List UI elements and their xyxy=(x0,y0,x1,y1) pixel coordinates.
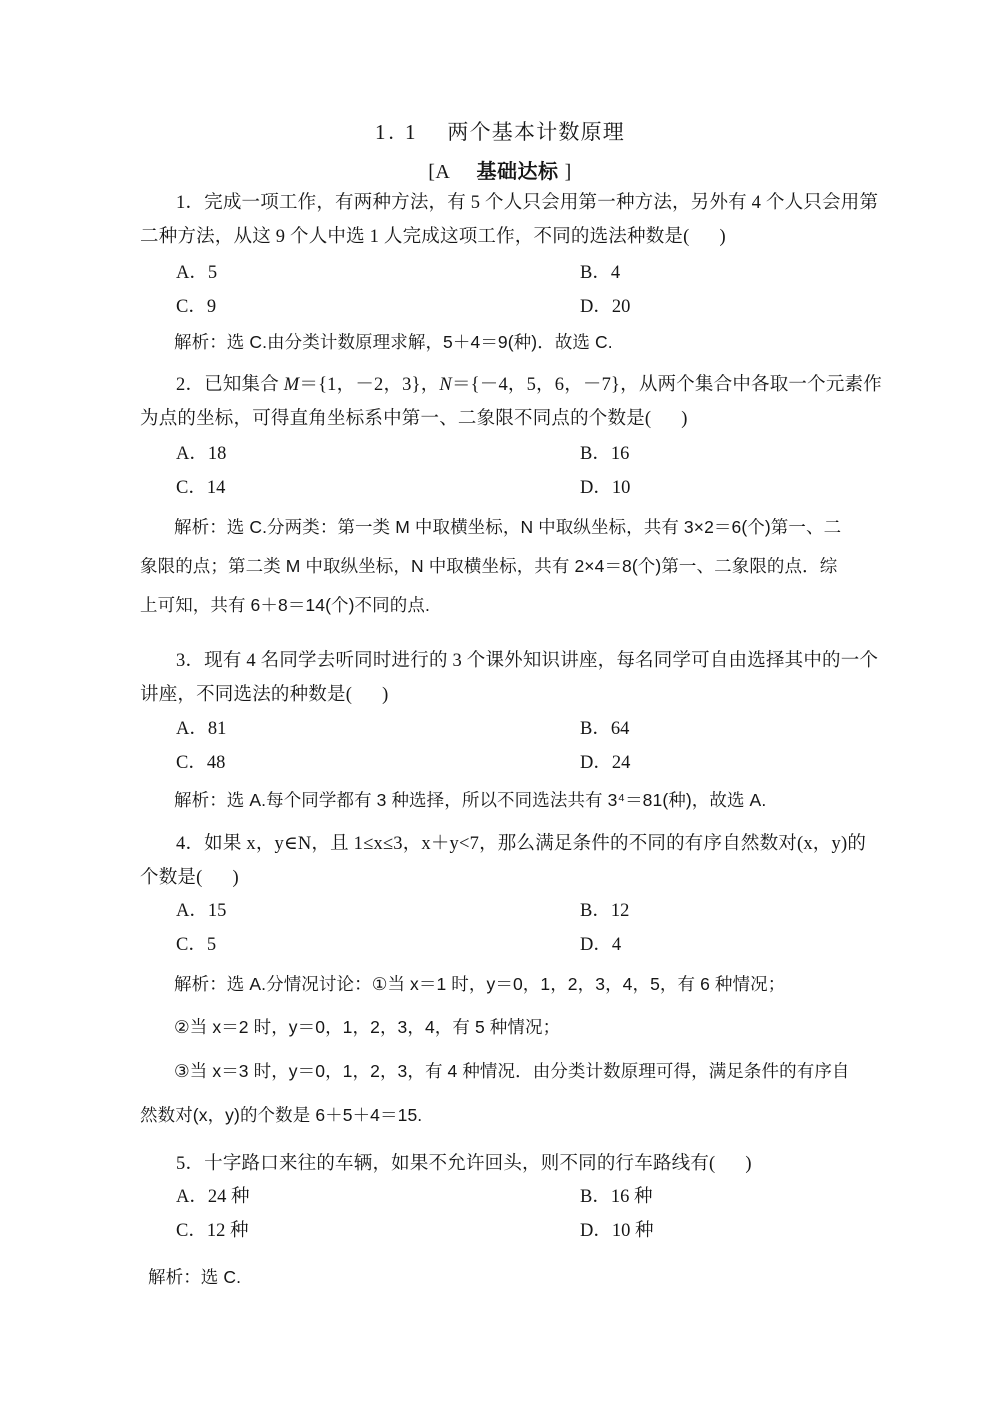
question-4-stem-line-2-tail: ) xyxy=(232,868,239,888)
question-3-option-b[interactable]: B．64 xyxy=(580,719,630,739)
section-heading xyxy=(0,155,1000,184)
question-1-option-b[interactable]: B．4 xyxy=(580,263,621,283)
question-5-option-c[interactable]: C．12 种 xyxy=(176,1221,249,1241)
question-1-option-a[interactable]: A．5 xyxy=(176,263,218,283)
question-3-option-a[interactable]: A．81 xyxy=(176,719,227,739)
question-5-option-a[interactable]: A．24 种 xyxy=(176,1187,250,1207)
question-4-option-c[interactable]: C．5 xyxy=(176,935,217,955)
question-3-solution-line-1: 解析：选 A.每个同学都有 3 种选择，所以不同选法共有 3⁴＝81(种)，故选 A. xyxy=(174,790,767,810)
question-4-solution-line-3: ③当 x＝3 时，y＝0，1，2，3，有 4 种情况．由分类计数原理可得，满足条件的有序自 xyxy=(174,1061,850,1081)
question-1-solution-line-1: 解析：选 C.由分类计数原理求解，5＋4＝9(种)．故选 C. xyxy=(174,332,613,352)
question-1-stem-line-2-tail: ) xyxy=(719,227,726,247)
question-2-solution-line-3: 上可知，共有 6＋8＝14(个)不同的点. xyxy=(140,595,430,615)
question-4-option-a[interactable]: A．15 xyxy=(176,901,227,921)
question-2-stem-line-2-text: 为点的坐标，可得直角坐标系中第一、二象限不同点的个数是( xyxy=(140,409,652,429)
question-4-solution-line-2: ②当 x＝2 时，y＝0，1，2，3，4，有 5 种情况； xyxy=(174,1017,561,1037)
question-4-stem-line-1: 4．如果 x，y∈N，且 1≤x≤3，x＋y<7，那么满足条件的不同的有序自然数对(x，y)的 xyxy=(176,834,867,854)
section-bracket-close: ] xyxy=(564,161,572,183)
question-3-stem-line-2 xyxy=(140,684,864,706)
question-2-stem-line-2-tail: ) xyxy=(681,409,688,429)
section-bracket-open: [A xyxy=(428,161,451,183)
question-2-solution-line-1: 解析：选 C.分两类：第一类 M 中取横坐标，N 中取纵坐标，共有 3×2＝6(个)第一、二 xyxy=(174,517,842,537)
question-1-option-c[interactable]: C．9 xyxy=(176,297,217,317)
question-2-stem-line-2 xyxy=(140,408,864,430)
question-1-option-d[interactable]: D．20 xyxy=(580,297,631,317)
question-3-stem-line-2-text: 讲座，不同选法的种数是( xyxy=(140,685,353,705)
question-5-stem-line-1-tail: ) xyxy=(745,1154,752,1174)
question-2-option-a[interactable]: A．18 xyxy=(176,444,227,464)
question-5-option-b[interactable]: B．16 种 xyxy=(580,1187,653,1207)
question-4-stem-line-2 xyxy=(140,867,864,889)
question-2-option-c[interactable]: C．14 xyxy=(176,478,226,498)
question-3-option-c[interactable]: C．48 xyxy=(176,753,226,773)
page-title xyxy=(0,116,1000,146)
question-2-stem-part-c: ＝{－4，5，6，－7}，从两个集合中各取一个元素作 xyxy=(451,375,882,395)
question-4-option-b[interactable]: B．12 xyxy=(580,901,630,921)
question-3-stem-line-1: 3．现有 4 名同学去听同时进行的 3 个课外知识讲座，每名同学可自由选择其中的一个 xyxy=(176,651,879,671)
question-4-stem-line-2-text: 个数是( xyxy=(140,868,203,888)
page-title-text: 两个基本计数原理 xyxy=(447,120,625,144)
question-1-stem-line-2 xyxy=(140,226,864,248)
section-heading-label: 基础达标 xyxy=(476,161,559,183)
question-5-stem-line-1-text: 5．十字路口来往的车辆，如果不允许回头，则不同的行车路线有( xyxy=(176,1154,716,1174)
question-2-solution-line-2: 象限的点；第二类 M 中取纵坐标，N 中取横坐标，共有 2×4＝8(个)第一、二象限的点．综 xyxy=(140,556,838,576)
question-4-solution-line-1: 解析：选 A.分情况讨论：①当 x＝1 时，y＝0，1，2，3，4，5，有 6 种情况； xyxy=(174,974,786,994)
question-4-option-d[interactable]: D．4 xyxy=(580,935,622,955)
question-4-solution-line-4: 然数对(x，y)的个数是 6＋5＋4＝15. xyxy=(140,1105,423,1125)
question-2-stem-line-1 xyxy=(140,374,882,396)
question-2-option-b[interactable]: B．16 xyxy=(580,444,630,464)
question-3-option-d[interactable]: D．24 xyxy=(580,753,631,773)
question-5-stem-line-1 xyxy=(140,1153,864,1175)
question-2-set-m: M xyxy=(283,375,300,395)
question-2-stem-part-b: ＝{1，－2，3}， xyxy=(299,375,440,395)
question-2-set-n: N xyxy=(439,375,452,395)
question-5-solution-line-1: 解析：选 C. xyxy=(148,1267,242,1287)
question-2-stem-part-a: 2．已知集合 xyxy=(176,375,284,395)
question-1-stem-line-1: 1．完成一项工作，有两种方法，有 5 个人只会用第一种方法，另外有 4 个人只会用第 xyxy=(176,193,879,213)
page-title-number: 1. 1 xyxy=(374,120,419,144)
question-5-option-d[interactable]: D．10 种 xyxy=(580,1221,654,1241)
question-3-stem-line-2-tail: ) xyxy=(382,685,389,705)
question-2-option-d[interactable]: D．10 xyxy=(580,478,631,498)
question-1-stem-line-2-text: 二种方法，从这 9 个人中选 1 人完成这项工作，不同的选法种数是( xyxy=(140,227,690,247)
